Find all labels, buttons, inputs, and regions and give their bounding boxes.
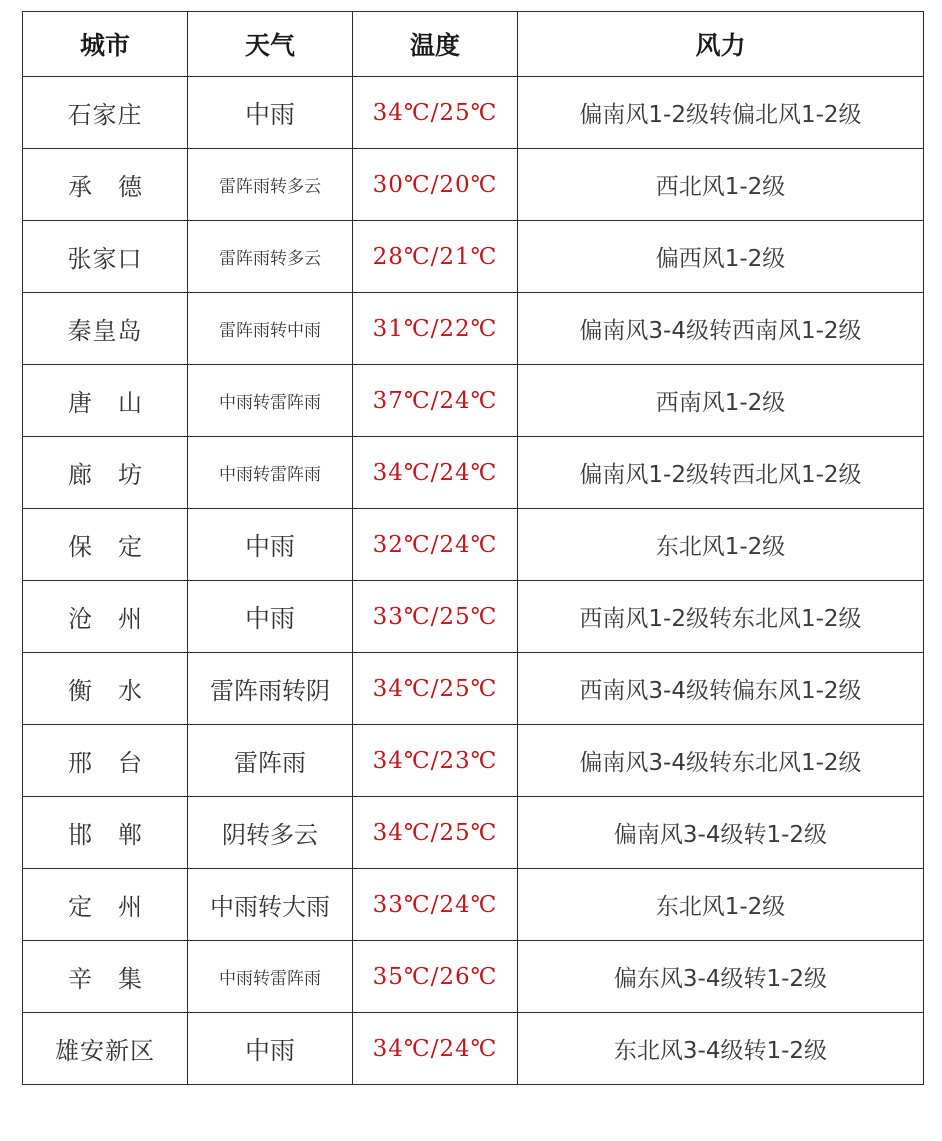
temperature-cell: 28℃/21℃ — [353, 221, 518, 293]
city-cell: 秦皇岛 — [23, 293, 188, 365]
wind-cell: 西南风1-2级 — [518, 365, 924, 437]
temperature-cell: 32℃/24℃ — [353, 509, 518, 581]
weather-cell: 中雨转雷阵雨 — [188, 365, 353, 437]
table-row — [23, 293, 924, 365]
header-row — [23, 12, 924, 77]
weather-cell: 中雨 — [188, 509, 353, 581]
wind-cell: 偏南风3-4级转西南风1-2级 — [518, 293, 924, 365]
wind-cell: 西南风3-4级转偏东风1-2级 — [518, 653, 924, 725]
table-row — [23, 221, 924, 293]
city-cell: 雄安新区 — [23, 1013, 188, 1085]
weather-cell: 中雨 — [188, 77, 353, 149]
table-row — [23, 1013, 924, 1085]
table-row — [23, 725, 924, 797]
forecast-table — [22, 11, 924, 1085]
header-city: 城市 — [23, 12, 188, 77]
city-cell: 辛集 — [23, 941, 188, 1013]
city-cell: 沧州 — [23, 581, 188, 653]
weather-cell: 中雨 — [188, 581, 353, 653]
wind-cell: 偏东风3-4级转1-2级 — [518, 941, 924, 1013]
city-cell: 承德 — [23, 149, 188, 221]
wind-cell: 西北风1-2级 — [518, 149, 924, 221]
table-body — [23, 77, 924, 1085]
wind-cell: 偏西风1-2级 — [518, 221, 924, 293]
weather-cell: 阴转多云 — [188, 797, 353, 869]
table-row — [23, 509, 924, 581]
header-wind: 风力 — [518, 12, 924, 77]
weather-cell: 中雨转雷阵雨 — [188, 941, 353, 1013]
weather-cell: 雷阵雨转阴 — [188, 653, 353, 725]
city-cell: 定州 — [23, 869, 188, 941]
table-row — [23, 797, 924, 869]
temperature-cell: 31℃/22℃ — [353, 293, 518, 365]
weather-cell: 雷阵雨转多云 — [188, 149, 353, 221]
city-cell: 保定 — [23, 509, 188, 581]
temperature-cell: 37℃/24℃ — [353, 365, 518, 437]
weather-cell: 雷阵雨 — [188, 725, 353, 797]
temperature-cell: 33℃/24℃ — [353, 869, 518, 941]
temperature-cell: 34℃/25℃ — [353, 653, 518, 725]
city-cell: 廊坊 — [23, 437, 188, 509]
temperature-cell: 34℃/25℃ — [353, 77, 518, 149]
wind-cell: 西南风1-2级转东北风1-2级 — [518, 581, 924, 653]
city-cell: 石家庄 — [23, 77, 188, 149]
city-cell: 唐山 — [23, 365, 188, 437]
wind-cell: 偏南风3-4级转1-2级 — [518, 797, 924, 869]
wind-cell: 偏南风3-4级转东北风1-2级 — [518, 725, 924, 797]
table-row — [23, 653, 924, 725]
weather-cell: 中雨 — [188, 1013, 353, 1085]
table-row — [23, 437, 924, 509]
temperature-cell: 34℃/24℃ — [353, 437, 518, 509]
city-cell: 邢台 — [23, 725, 188, 797]
table-row — [23, 581, 924, 653]
temperature-cell: 30℃/20℃ — [353, 149, 518, 221]
table-row — [23, 941, 924, 1013]
table-header — [23, 12, 924, 77]
weather-cell: 雷阵雨转多云 — [188, 221, 353, 293]
table-row — [23, 869, 924, 941]
wind-cell: 东北风3-4级转1-2级 — [518, 1013, 924, 1085]
wind-cell: 东北风1-2级 — [518, 509, 924, 581]
temperature-cell: 34℃/23℃ — [353, 725, 518, 797]
table-row — [23, 77, 924, 149]
weather-cell: 雷阵雨转中雨 — [188, 293, 353, 365]
city-cell: 张家口 — [23, 221, 188, 293]
temperature-cell: 33℃/25℃ — [353, 581, 518, 653]
city-cell: 邯郸 — [23, 797, 188, 869]
temperature-cell: 35℃/26℃ — [353, 941, 518, 1013]
header-weather: 天气 — [188, 12, 353, 77]
wind-cell: 偏南风1-2级转西北风1-2级 — [518, 437, 924, 509]
city-cell: 衡水 — [23, 653, 188, 725]
temperature-cell: 34℃/24℃ — [353, 1013, 518, 1085]
header-temperature: 温度 — [353, 12, 518, 77]
table-row — [23, 365, 924, 437]
weather-cell: 中雨转大雨 — [188, 869, 353, 941]
table-row — [23, 149, 924, 221]
wind-cell: 东北风1-2级 — [518, 869, 924, 941]
weather-cell: 中雨转雷阵雨 — [188, 437, 353, 509]
temperature-cell: 34℃/25℃ — [353, 797, 518, 869]
wind-cell: 偏南风1-2级转偏北风1-2级 — [518, 77, 924, 149]
